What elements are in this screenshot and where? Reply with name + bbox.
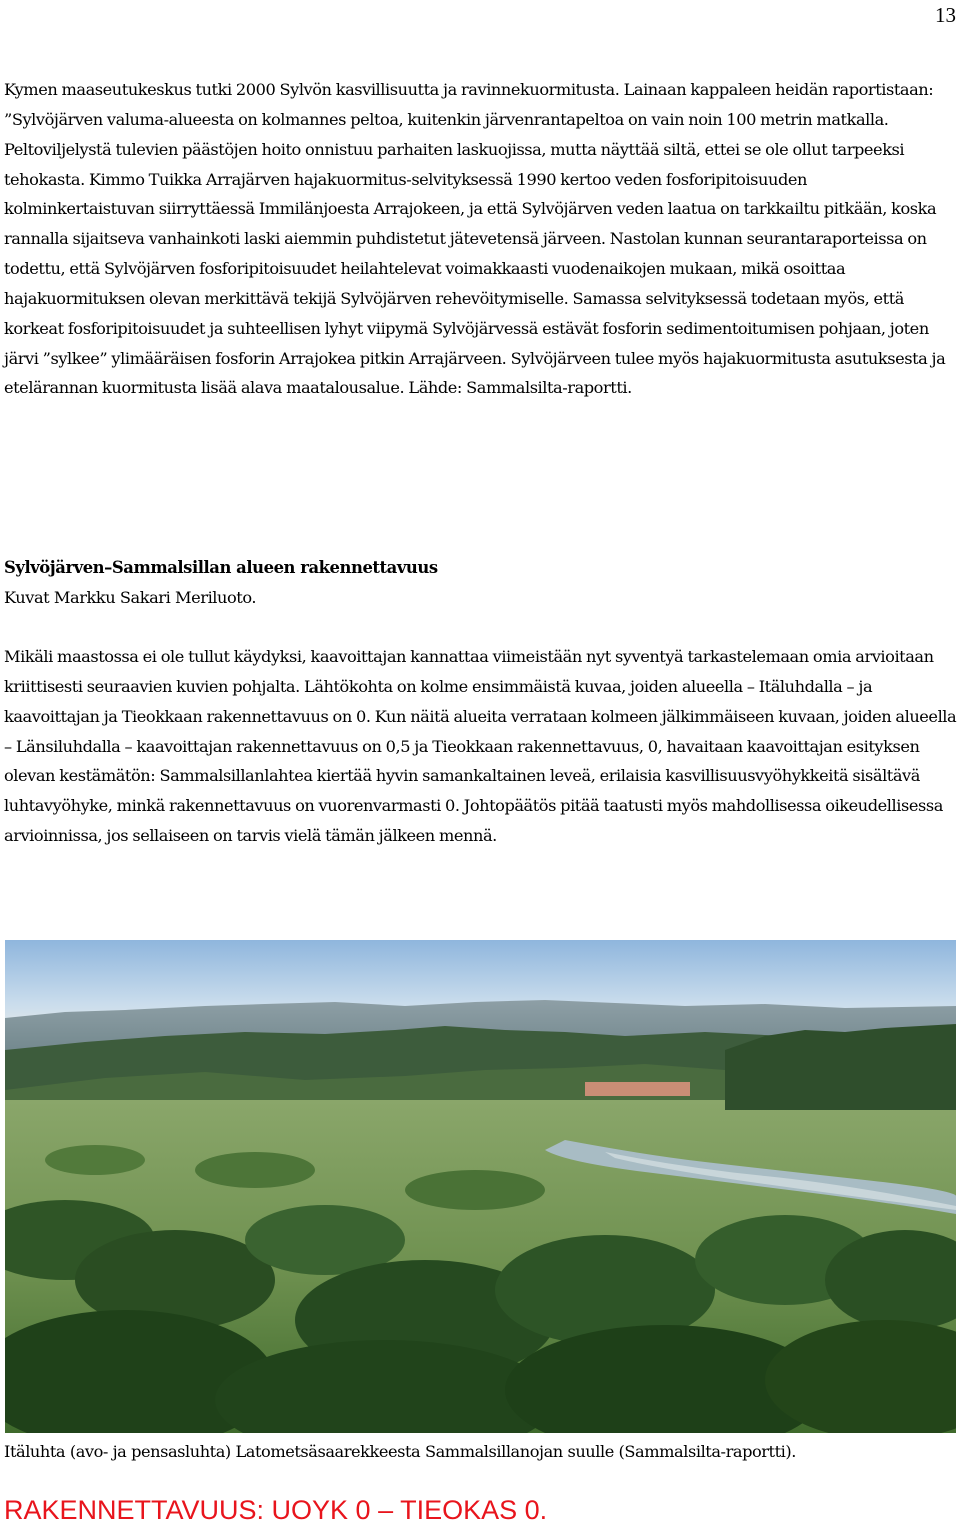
wetland-landscape-drawing <box>5 940 956 1433</box>
wetland-landscape-photo <box>5 940 956 1433</box>
photo-credit: Kuvat Markku Sakari Meriluoto. <box>4 588 257 607</box>
photo-caption: Itäluhta (avo- ja pensasluhta) Latometsäsaarekkeesta Sammalsillanojan suulle (Sammalsilta-raportti). <box>4 1442 796 1461</box>
analysis-paragraph: Mikäli maastossa ei ole tullut käydyksi, kaavoittajan kannattaa viimeistään nyt syventyä tarkastelemaan omia arvioitaan kriittisesti seuraavien kuvien pohjalta. Lähtökohta on kolme ensimmäistä kuvaa, joiden alueella – Itäluhdalla – ja kaavoittajan ja Tieokkaan rakennettavuus on 0. Kun näitä alueita verrataan kolmeen jälkimmäiseen kuvaan, joiden alueella – Länsiluhdalla – kaavoittajan rakennettavuus on 0,5 ja Tieokkaan rakennettavuus, 0, havaitaan kaavoittajan esityksen olevan kestämätön: Sammalsillanlahtea kiertää hyvin samankaltainen leveä, erilaisia kasvillisuusvyöhykkeitä sisältävä luhtavyöhyke, minkä rakennettavuus on vuorenvarmasti 0. Johtopäätös pitää taatusti myös mahdollisessa oikeudellisessa arvioinnissa, jos sellaiseen on tarvis vielä tämän jälkeen mennä. <box>4 647 957 846</box>
page-number: 13 <box>935 3 956 27</box>
intro-paragraph: Kymen maaseutukeskus tutki 2000 Sylvön kasvillisuutta ja ravinnekuormitusta. Lainaan kappaleen heidän raportistaan: ”Sylvöjärven valuma-alueesta on kolmannes peltoa, kuitenkin järvenrantapeltoa on vain noin 100 metrin matkalla. Peltoviljelystä tulevien päästöjen hoito onnistuu parhaiten laskuojissa, mutta näyttää siltä, ettei se ole ollut tarpeeksi tehokasta. Kimmo Tuikka Arrajärven hajakuormitus-selvityksessä 1990 kertoo veden fosforipitoisuuden kolminkertaistuvan siirryttäessä Immilänjoesta Arrajokeen, ja että Sylvöjärven veden laatua on tarkkailtu pitkään, koska rannalla sijaitseva vanhainkoti laski aiemmin puhdistetut jätevetensä järveen. Nastolan kunnan seurantaraporteissa on todettu, että Sylvöjärven fosforipitoisuudet heilahtelevat voimakkaasti vuodenaikojen mukaan, mikä osoittaa hajakuormituksen olevan merkittävä tekijä Sylvöjärven rehevöitymiselle. Samassa selvityksessä todetaan myös, että korkeat fosforipitoisuudet ja suhteellisen lyhyt viipymä Sylvöjärvessä estävät fosforin sedimentoitumisen pohjaan, joten järvi ”sylkee” ylimääräisen fosforin Arrajokea pitkin Arrajärveen. Sylvöjärveen tulee myös hajakuormitusta asutuksesta ja etelärannan kuormitusta lisää alava maatalousalue. Lähde: Sammalsilta-raportti. <box>4 80 946 398</box>
buildability-rating: RAKENNETTAVUUS: UOYK 0 – TIEOKAS 0. <box>4 1495 548 1525</box>
section-title: Sylvöjärven–Sammalsillan alueen rakennettavuus <box>4 558 438 577</box>
